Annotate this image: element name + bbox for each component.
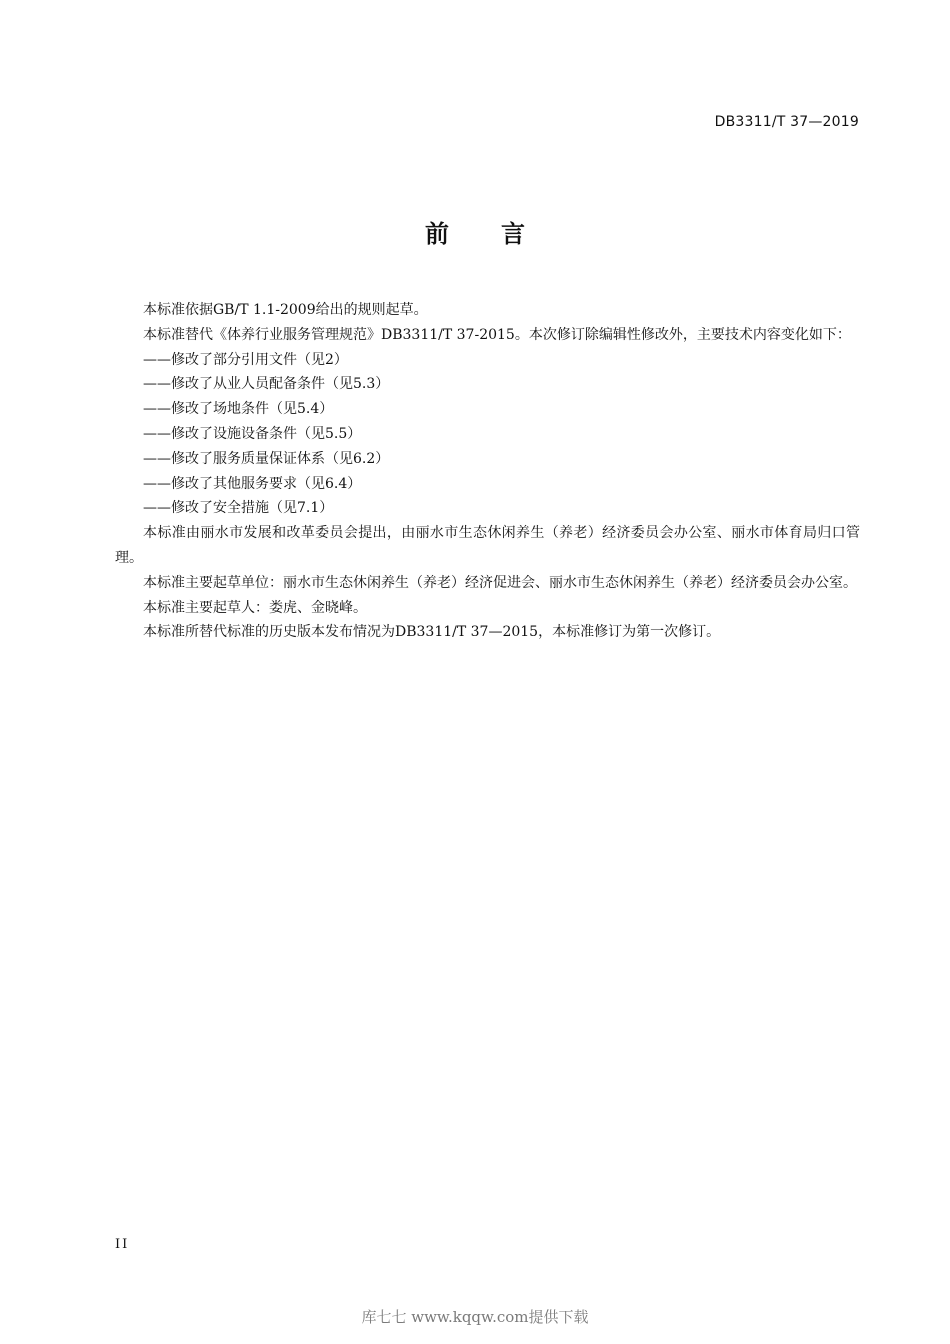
standard-code: DB3311/T 37—2019: [714, 114, 859, 130]
page-title: [0, 214, 950, 249]
download-watermark: 库七七 www.kqqw.com提供下载: [361, 1308, 589, 1326]
paragraph-proposer: 本标准由丽水市发展和改革委员会提出，由丽水市生态休闲养生（养老）经济委员会办公室、丽水市体育局归口管理。: [115, 525, 860, 566]
change-item: ——修改了设施设备条件（见5.5）: [143, 425, 362, 442]
change-item: ——修改了从业人员配备条件（见5.3）: [143, 376, 390, 393]
change-item: ——修改了安全措施（见7.1）: [143, 500, 334, 517]
paragraph-drafting-rule: 本标准依据GB/T 1.1-2009给出的规则起草。: [143, 302, 428, 318]
paragraph-replacement: 本标准替代《体养行业服务管理规范》DB3311/T 37-2015。本次修订除编辑性修改外，主要技术内容变化如下：: [143, 326, 851, 343]
change-item: ——修改了其他服务要求（见6.4）: [143, 475, 362, 492]
paragraph-drafters: 本标准主要起草人：娄虎、金晓峰。: [143, 599, 367, 616]
paragraph-drafting-units: 本标准主要起草单位：丽水市生态休闲养生（养老）经济促进会、丽水市生态休闲养生（养老）经济委员会办公室。: [143, 574, 857, 591]
paragraph-history: 本标准所替代标准的历史版本发布情况为DB3311/T 37—2015，本标准修订为第一次修订。: [143, 624, 721, 641]
change-item: ——修改了服务质量保证体系（见6.2）: [143, 450, 390, 467]
change-item: ——修改了部分引用文件（见2）: [143, 351, 348, 368]
page-title-char-2: 言: [501, 220, 525, 248]
change-item: ——修改了场地条件（见5.4）: [143, 401, 334, 418]
page-number: II: [115, 1237, 130, 1252]
foreword-body: [115, 298, 860, 645]
page-title-char-1: 前: [425, 220, 449, 248]
